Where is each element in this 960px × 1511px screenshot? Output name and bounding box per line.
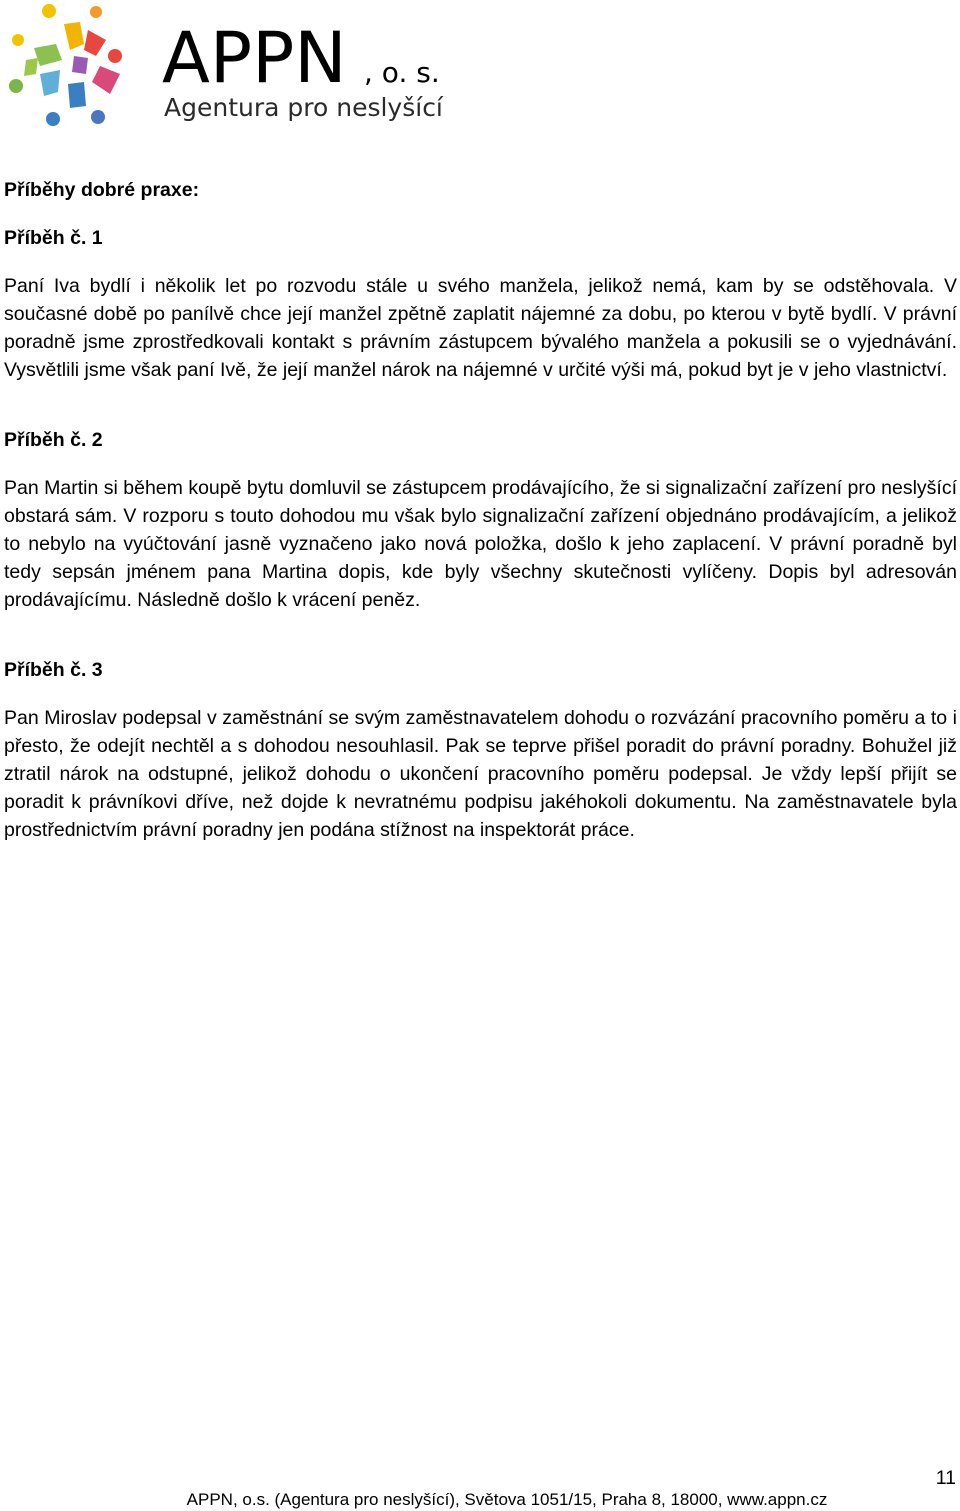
story-title: Příběh č. 2 [4, 429, 103, 451]
appn-logo-graphic [4, 0, 460, 128]
story-title: Příběh č. 1 [4, 227, 103, 249]
document-body [4, 176, 957, 844]
flower-icon [9, 4, 122, 126]
page-number: 11 [935, 1467, 956, 1489]
logo-suffix: , o. s. [364, 56, 440, 89]
logo-subtitle: Agentura pro neslyšící [164, 93, 443, 122]
story-text: Pan Miroslav podepsal v zaměstnání se svým zaměstnavatelem dohodu o rozvázání pracovního poměru a to i přesto, že odejít nechtěl a s dohodou nesouhlasil. Pak se teprve přišel poradit do právní poradny. Bohužel již ztratil nárok na odstupné, jelikož dohodu o ukončení pracovního poměru podepsal. Je vždy lepší přijít se poradit k právníkovi dříve, než dojde k nevratnému podpisu jakéhokoli dokumentu. Na zaměstnavatele byla prostřednictvím právní poradny jen podána stížnost na inspektorát práce. [4, 707, 957, 841]
page-footer: APPN, o.s. (Agentura pro neslyšící), Světova 1051/15, Praha 8, 18000, www.appn.cz [186, 1490, 828, 1509]
story-text: Paní Iva bydlí i několik let po rozvodu stále u svého manžela, jelikož nemá, kam by se odstěhovala. V současné době po panílvě chce její manžel zpětně zaplatit nájemné za dobu, po kterou v bytě bydlí. V právní poradně jsme zprostředkovali kontakt s právním zástupcem bývalého manžela a pokusili se o vyjednávání. Vysvětlili jsme však paní Ivě, že její manžel nárok na nájemné v určité výši má, pokud byt je v jeho vlastnictví. [4, 275, 957, 381]
appn-logo [4, 0, 460, 128]
story-title: Příběh č. 3 [4, 659, 103, 681]
page-heading: Příběhy dobré praxe: [4, 179, 200, 201]
story-text: Pan Martin si během koupě bytu domluvil se zástupcem prodávajícího, že si signalizační zařízení pro neslyšící obstará sám. V rozporu s touto dohodou mu však bylo signalizační zařízení objednáno prodávajícím, a jelikož to nebylo na vyúčtování jasně vyznačeno jako nová položka, došlo k jeho zaplacení. V právní poradně byl tedy sepsán jménem pana Martina dopis, kde byly všechny skutečnosti vylíčeny. Dopis byl adresován prodávajícímu. Následně došlo k vrácení peněz. [4, 477, 957, 611]
logo-text: APPN [162, 17, 347, 99]
